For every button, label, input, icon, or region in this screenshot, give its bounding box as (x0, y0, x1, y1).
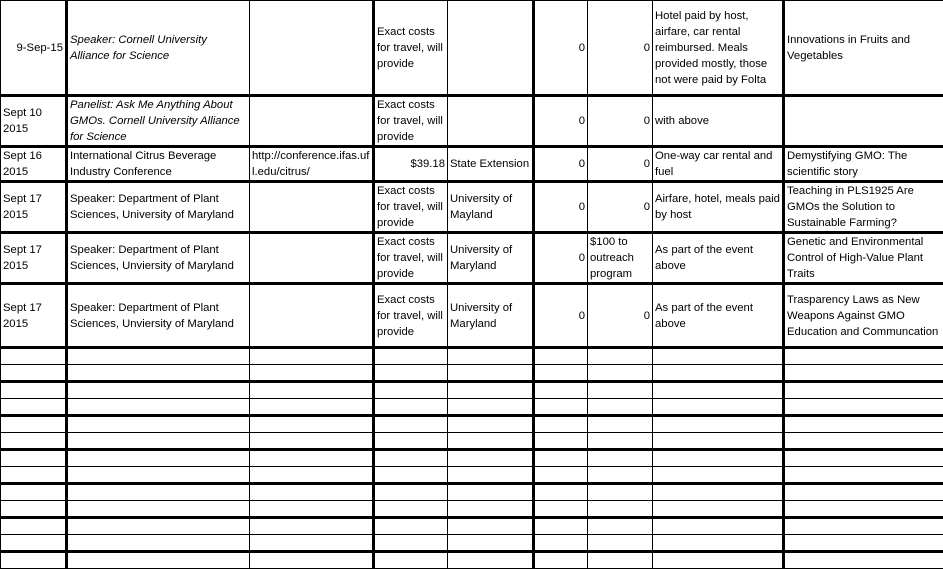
empty-event-cell[interactable] (67, 501, 250, 518)
honorarium-cell[interactable]: $100 to outreach program (588, 233, 653, 284)
honorarium-cell[interactable]: 0 (588, 147, 653, 182)
title-cell[interactable] (784, 96, 943, 147)
empty-url-cell[interactable] (250, 365, 374, 382)
empty-row (1, 416, 943, 433)
empty-date-cell[interactable] (1, 518, 67, 535)
empty-honorarium-cell[interactable] (588, 399, 653, 416)
empty-url-cell[interactable] (250, 501, 374, 518)
date-cell[interactable]: 9-Sep-15 (1, 1, 67, 96)
empty-source-cell[interactable] (448, 467, 534, 484)
honorarium-cell[interactable]: 0 (588, 96, 653, 147)
empty-honorarium-cell[interactable] (588, 467, 653, 484)
empty-source-cell[interactable] (448, 348, 534, 365)
empty-count-cell[interactable] (534, 535, 588, 552)
empty-event-cell[interactable] (67, 382, 250, 399)
empty-honorarium-cell[interactable] (588, 382, 653, 399)
source-cell[interactable]: University of Mayland (448, 182, 534, 233)
empty-title-cell[interactable] (784, 348, 943, 365)
empty-row (1, 501, 943, 518)
empty-honorarium-cell[interactable] (588, 365, 653, 382)
empty-amount-cell[interactable] (374, 416, 448, 433)
empty-honorarium-cell[interactable] (588, 518, 653, 535)
notes-cell[interactable]: As part of the event above (653, 233, 784, 284)
source-cell[interactable] (448, 96, 534, 147)
event-cell[interactable]: Speaker: Department of Plant Sciences, University of Maryland (67, 182, 250, 233)
empty-amount-cell[interactable] (374, 467, 448, 484)
empty-title-cell[interactable] (784, 399, 943, 416)
empty-notes-cell[interactable] (653, 450, 784, 467)
empty-date-cell[interactable] (1, 450, 67, 467)
empty-honorarium-cell[interactable] (588, 348, 653, 365)
title-cell[interactable]: Teaching in PLS1925 Are GMOs the Solution to Sustainable Farming? (784, 182, 943, 233)
empty-source-cell[interactable] (448, 535, 534, 552)
empty-date-cell[interactable] (1, 365, 67, 382)
count-cell[interactable]: 0 (534, 182, 588, 233)
empty-date-cell[interactable] (1, 348, 67, 365)
empty-amount-cell[interactable] (374, 484, 448, 501)
empty-source-cell[interactable] (448, 552, 534, 569)
date-cell[interactable]: Sept 10 2015 (1, 96, 67, 147)
title-cell[interactable]: Trasparency Laws as New Weapons Against GMO Education and Communcation (784, 284, 943, 348)
empty-row (1, 552, 943, 569)
empty-notes-cell[interactable] (653, 433, 784, 450)
empty-title-cell[interactable] (784, 535, 943, 552)
empty-notes-cell[interactable] (653, 382, 784, 399)
empty-url-cell[interactable] (250, 348, 374, 365)
empty-count-cell[interactable] (534, 518, 588, 535)
empty-count-cell[interactable] (534, 467, 588, 484)
url-cell[interactable]: http://conference.ifas.ufl.edu/citrus/ (250, 147, 374, 182)
empty-url-cell[interactable] (250, 450, 374, 467)
empty-count-cell[interactable] (534, 365, 588, 382)
title-cell[interactable]: Demystifying GMO: The scientific story (784, 147, 943, 182)
empty-notes-cell[interactable] (653, 535, 784, 552)
empty-source-cell[interactable] (448, 416, 534, 433)
empty-row (1, 484, 943, 501)
empty-url-cell[interactable] (250, 416, 374, 433)
date-cell[interactable]: Sept 17 2015 (1, 182, 67, 233)
empty-honorarium-cell[interactable] (588, 501, 653, 518)
empty-date-cell[interactable] (1, 467, 67, 484)
empty-honorarium-cell[interactable] (588, 450, 653, 467)
empty-url-cell[interactable] (250, 399, 374, 416)
empty-title-cell[interactable] (784, 416, 943, 433)
empty-event-cell[interactable] (67, 552, 250, 569)
empty-source-cell[interactable] (448, 382, 534, 399)
empty-event-cell[interactable] (67, 433, 250, 450)
empty-title-cell[interactable] (784, 501, 943, 518)
empty-event-cell[interactable] (67, 535, 250, 552)
empty-count-cell[interactable] (534, 382, 588, 399)
url-cell[interactable] (250, 1, 374, 96)
amount-cell[interactable]: Exact costs for travel, will provide (374, 233, 448, 284)
empty-count-cell[interactable] (534, 433, 588, 450)
title-cell[interactable]: Genetic and Environmental Control of High-Value Plant Traits (784, 233, 943, 284)
empty-date-cell[interactable] (1, 416, 67, 433)
amount-cell[interactable]: Exact costs for travel, will provide (374, 1, 448, 96)
empty-title-cell[interactable] (784, 450, 943, 467)
empty-url-cell[interactable] (250, 552, 374, 569)
empty-honorarium-cell[interactable] (588, 433, 653, 450)
count-cell[interactable]: 0 (534, 284, 588, 348)
empty-count-cell[interactable] (534, 399, 588, 416)
empty-honorarium-cell[interactable] (588, 552, 653, 569)
notes-cell[interactable]: As part of the event above (653, 284, 784, 348)
empty-amount-cell[interactable] (374, 518, 448, 535)
empty-amount-cell[interactable] (374, 552, 448, 569)
empty-row (1, 382, 943, 399)
date-cell[interactable]: Sept 17 2015 (1, 284, 67, 348)
empty-date-cell[interactable] (1, 382, 67, 399)
empty-event-cell[interactable] (67, 467, 250, 484)
notes-cell[interactable]: One-way car rental and fuel (653, 147, 784, 182)
empty-count-cell[interactable] (534, 416, 588, 433)
empty-notes-cell[interactable] (653, 365, 784, 382)
source-cell[interactable]: State Extension (448, 147, 534, 182)
honorarium-cell[interactable]: 0 (588, 182, 653, 233)
empty-count-cell[interactable] (534, 552, 588, 569)
count-cell[interactable]: 0 (534, 233, 588, 284)
empty-notes-cell[interactable] (653, 467, 784, 484)
honorarium-cell[interactable]: 0 (588, 1, 653, 96)
empty-url-cell[interactable] (250, 467, 374, 484)
date-cell[interactable]: Sept 17 2015 (1, 233, 67, 284)
event-cell[interactable]: Panelist: Ask Me Anything About GMOs. Cornell University Alliance for Science (67, 96, 250, 147)
empty-row (1, 535, 943, 552)
empty-date-cell[interactable] (1, 484, 67, 501)
empty-event-cell[interactable] (67, 399, 250, 416)
empty-amount-cell[interactable] (374, 365, 448, 382)
empty-date-cell[interactable] (1, 399, 67, 416)
title-cell[interactable]: Innovations in Fruits and Vegetables (784, 1, 943, 96)
empty-title-cell[interactable] (784, 467, 943, 484)
empty-honorarium-cell[interactable] (588, 484, 653, 501)
url-cell[interactable] (250, 96, 374, 147)
source-cell[interactable]: University of Maryland (448, 233, 534, 284)
table-row (1, 284, 943, 348)
empty-event-cell[interactable] (67, 450, 250, 467)
empty-row (1, 348, 943, 365)
empty-count-cell[interactable] (534, 450, 588, 467)
empty-event-cell[interactable] (67, 365, 250, 382)
table-row (1, 147, 943, 182)
url-cell[interactable] (250, 284, 374, 348)
url-cell[interactable] (250, 233, 374, 284)
honorarium-cell[interactable]: 0 (588, 284, 653, 348)
empty-source-cell[interactable] (448, 484, 534, 501)
empty-row (1, 467, 943, 484)
empty-notes-cell[interactable] (653, 518, 784, 535)
empty-event-cell[interactable] (67, 416, 250, 433)
empty-url-cell[interactable] (250, 518, 374, 535)
empty-notes-cell[interactable] (653, 399, 784, 416)
table-row (1, 182, 943, 233)
empty-source-cell[interactable] (448, 501, 534, 518)
empty-row (1, 450, 943, 467)
empty-url-cell[interactable] (250, 535, 374, 552)
empty-count-cell[interactable] (534, 484, 588, 501)
empty-count-cell[interactable] (534, 348, 588, 365)
empty-row (1, 365, 943, 382)
source-cell[interactable]: University of Maryland (448, 284, 534, 348)
amount-cell[interactable]: Exact costs for travel, will provide (374, 96, 448, 147)
empty-event-cell[interactable] (67, 348, 250, 365)
empty-event-cell[interactable] (67, 484, 250, 501)
empty-title-cell[interactable] (784, 365, 943, 382)
empty-url-cell[interactable] (250, 484, 374, 501)
empty-source-cell[interactable] (448, 433, 534, 450)
empty-amount-cell[interactable] (374, 399, 448, 416)
amount-cell[interactable]: Exact costs for travel, will provide (374, 182, 448, 233)
notes-cell[interactable]: Hotel paid by host, airfare, car rental reimbursed. Meals provided mostly, those not were paid by Folta (653, 1, 784, 96)
empty-notes-cell[interactable] (653, 552, 784, 569)
empty-notes-cell[interactable] (653, 501, 784, 518)
empty-row (1, 399, 943, 416)
empty-event-cell[interactable] (67, 518, 250, 535)
empty-amount-cell[interactable] (374, 535, 448, 552)
count-cell[interactable]: 0 (534, 1, 588, 96)
empty-source-cell[interactable] (448, 365, 534, 382)
event-cell[interactable]: Speaker: Cornell University Alliance for Science (67, 1, 250, 96)
empty-notes-cell[interactable] (653, 416, 784, 433)
table-row (1, 1, 943, 96)
empty-title-cell[interactable] (784, 484, 943, 501)
empty-amount-cell[interactable] (374, 501, 448, 518)
notes-cell[interactable]: with above (653, 96, 784, 147)
empty-notes-cell[interactable] (653, 484, 784, 501)
count-cell[interactable]: 0 (534, 147, 588, 182)
event-cell[interactable]: International Citrus Beverage Industry Conference (67, 147, 250, 182)
date-cell[interactable]: Sept 16 2015 (1, 147, 67, 182)
event-cell[interactable]: Speaker: Department of Plant Sciences, Unviersity of Maryland (67, 284, 250, 348)
empty-source-cell[interactable] (448, 399, 534, 416)
amount-cell[interactable]: Exact costs for travel, will provide (374, 284, 448, 348)
notes-cell[interactable]: Airfare, hotel, meals paid by host (653, 182, 784, 233)
source-cell[interactable] (448, 1, 534, 96)
empty-row (1, 433, 943, 450)
empty-amount-cell[interactable] (374, 450, 448, 467)
url-cell[interactable] (250, 182, 374, 233)
empty-honorarium-cell[interactable] (588, 535, 653, 552)
count-cell[interactable]: 0 (534, 96, 588, 147)
empty-date-cell[interactable] (1, 552, 67, 569)
table-row (1, 233, 943, 284)
empty-url-cell[interactable] (250, 433, 374, 450)
empty-amount-cell[interactable] (374, 348, 448, 365)
empty-title-cell[interactable] (784, 382, 943, 399)
empty-count-cell[interactable] (534, 501, 588, 518)
empty-date-cell[interactable] (1, 535, 67, 552)
table-row (1, 96, 943, 147)
empty-amount-cell[interactable] (374, 382, 448, 399)
event-cell[interactable]: Speaker: Department of Plant Sciences, Unviersity of Maryland (67, 233, 250, 284)
empty-notes-cell[interactable] (653, 348, 784, 365)
empty-title-cell[interactable] (784, 552, 943, 569)
empty-source-cell[interactable] (448, 518, 534, 535)
empty-date-cell[interactable] (1, 501, 67, 518)
empty-row (1, 518, 943, 535)
empty-title-cell[interactable] (784, 518, 943, 535)
empty-source-cell[interactable] (448, 450, 534, 467)
amount-cell[interactable]: $39.18 (374, 147, 448, 182)
empty-date-cell[interactable] (1, 433, 67, 450)
empty-honorarium-cell[interactable] (588, 416, 653, 433)
empty-amount-cell[interactable] (374, 433, 448, 450)
empty-url-cell[interactable] (250, 382, 374, 399)
empty-title-cell[interactable] (784, 433, 943, 450)
